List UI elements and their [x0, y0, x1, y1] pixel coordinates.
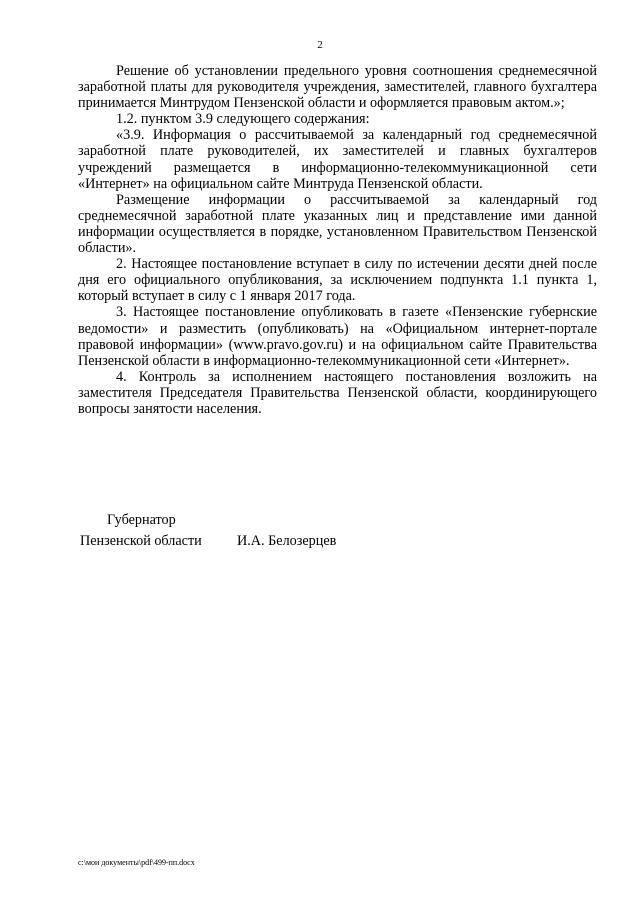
page-number: 2	[317, 39, 323, 51]
footer-file-path: c:\мои документы\pdf\499-пп.docx	[78, 858, 195, 867]
paragraph-item-4: 4. Контроль за исполнением настоящего постановления возложить на заместителя Председателя Правительства Пензенской области, координирующего вопросы занятости населения.	[78, 368, 597, 417]
paragraph-placement: Размещение информации о рассчитываемой за календарный год среднемесячной заработной плате указанных лиц и представление ими данной информации осуществляется в порядке, установленном Правительством Пензенской области».	[78, 191, 597, 257]
document-body	[78, 63, 597, 417]
paragraph-item-2: 2. Настоящее постановление вступает в силу по истечении десяти дней после дня его официального опубликования, за исключением подпункта 1.1 пункта 1, который вступает в силу с 1 января 2017 года.	[78, 256, 597, 305]
signature-name: И.А. Белозерцев	[237, 533, 337, 549]
paragraph-decision: Решение об установлении предельного уровня соотношения среднемесячной заработной платы для руководителя учреждения, заместителей, главного бухгалтера принимается Минтрудом Пензенской области и оформляется правовым актом.»;	[78, 63, 597, 112]
signature-region: Пензенской области	[80, 533, 202, 549]
paragraph-item-1-2: 1.2. пунктом 3.9 следующего содержания:	[116, 111, 370, 128]
signature-title: Губернатор	[107, 512, 176, 528]
paragraph-item-3-9: «3.9. Информация о рассчитываемой за календарный год среднемесячной заработной плате руководителей, их заместителей и главных бухгалтеров учреждений размещается в информационно-телекоммуникационной сети «Интернет» на официальном сайте Минтруда Пензенской области.	[78, 127, 597, 192]
paragraph-item-3: 3. Настоящее постановление опубликовать в газете «Пензенские губернские ведомости» и разместить (опубликовать) на «Официальном интернет-портале правовой информации» (www.pravo.gov.ru) и на официальном сайте Правительства Пензенской области в информационно-телекоммуникационной сети «Интернет».	[78, 304, 597, 369]
